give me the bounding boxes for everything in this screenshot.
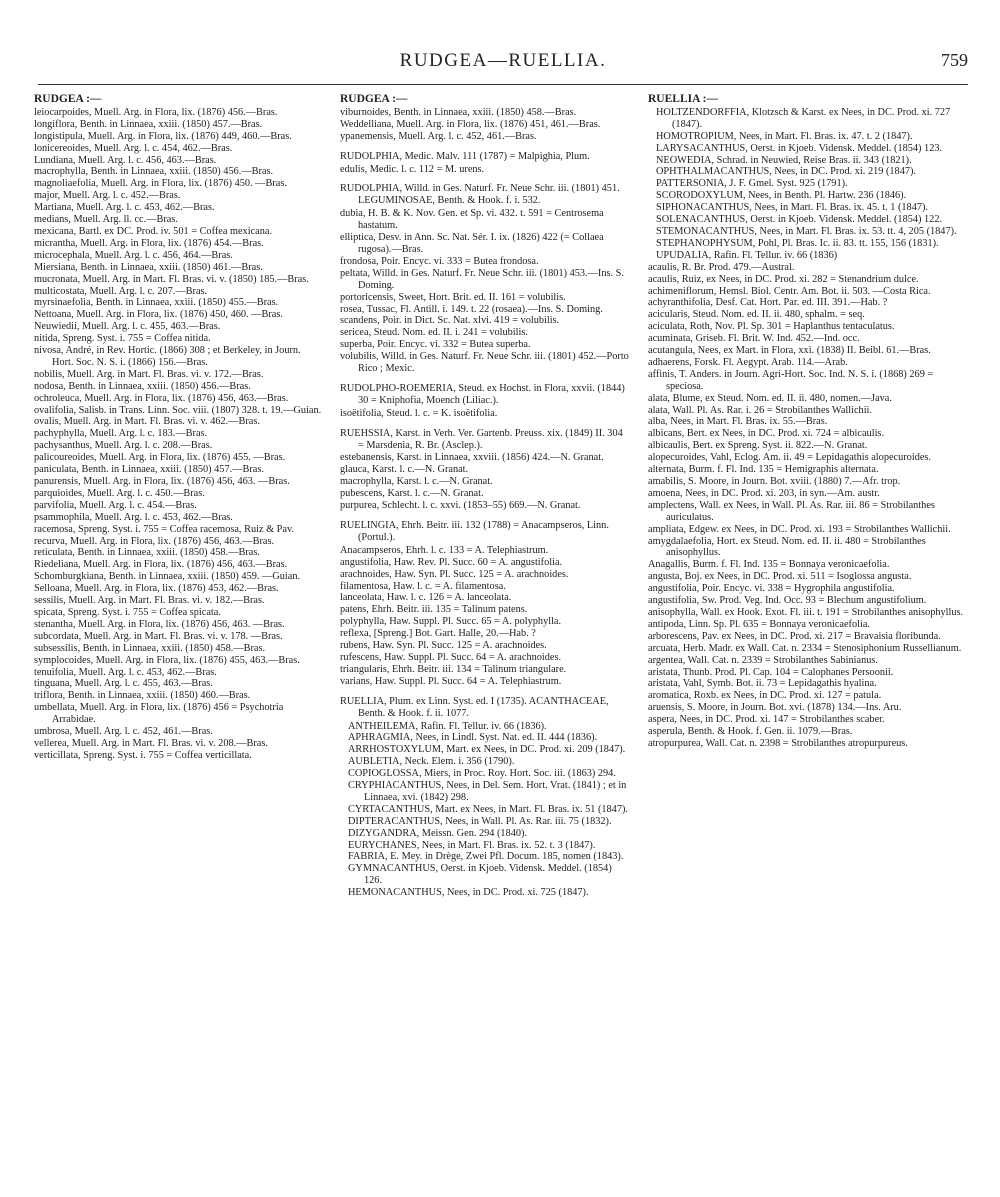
- index-entry: mexicana, Bartl. ex DC. Prod. iv. 501 = Coffea mexicana.: [34, 225, 272, 237]
- index-entry: aristata, Thunb. Prod. Pl. Cap. 104 = Calophanes Persoonii.: [648, 666, 894, 678]
- index-entry: angusta, Boj. ex Nees, in DC. Prod. xi. 511 = Isoglossa angusta.: [648, 571, 912, 583]
- index-entry: Selloana, Muell. Arg. in Flora, lix. (1876) 453, 462.—Bras.: [34, 583, 279, 595]
- index-entry: microcephala, Muell. Arg. l. c. 456, 464.—Bras.: [34, 249, 233, 261]
- index-entry: patens, Ehrh. Beitr. iii. 135 = Talinum patens.: [340, 604, 528, 616]
- index-entry: macrophylla, Karst. l. c.—N. Granat.: [340, 476, 493, 488]
- index-entry: Miersiana, Benth. in Linnaea, xxiii. (1850) 461.—Bras.: [34, 261, 263, 273]
- entry-list: [340, 452, 630, 512]
- index-entry: HOLTZENDORFFIA, Klotzsch & Karst. ex Nees, in DC. Prod. xi. 727 (1847).: [656, 106, 951, 130]
- index-entry: AUBLETIA, Neck. Elem. i. 356 (1790).: [348, 756, 515, 768]
- index-entry: SCORODOXYLUM, Nees, in Benth. Pl. Hartw. 236 (1846).: [656, 190, 907, 202]
- column-heading: RUDGEA :—: [34, 93, 102, 105]
- index-entry: acicularis, Steud. Nom. ed. II. ii. 480, sphalm. = seq.: [648, 309, 865, 321]
- index-entry: aspera, Nees, in DC. Prod. xi. 147 = Strobilanthes scaber.: [648, 714, 885, 726]
- index-entry: LARYSACANTHUS, Oerst. in Kjoeb. Vidensk. Meddel. (1854) 123.: [656, 142, 943, 154]
- index-entry: purpurea, Schlecht. l. c. xxvi. (1853–55) 669.—N. Granat.: [340, 500, 581, 512]
- index-entry: UPUDALIA, Rafin. Fl. Tellur. iv. 66 (1836): [656, 249, 838, 261]
- index-entry: aruensis, S. Moore, in Journ. Bot. xvi. (1878) 134.—Ins. Aru.: [648, 702, 902, 714]
- index-entry: Lundiana, Muell. Arg. l. c. 456, 463.—Bras.: [34, 154, 217, 166]
- column-heading: RUDGEA :—: [340, 93, 408, 105]
- index-entry: GYMNACANTHUS, Oerst. in Kjoeb. Vidensk. Meddel. (1854) 126.: [348, 863, 612, 887]
- index-entry: amoena, Nees, in DC. Prod. xi. 203, in syn.—Am. austr.: [648, 487, 880, 499]
- entry-list: [340, 107, 630, 143]
- index-entry: Anacampseros, Ehrh. l. c. 133 = A. Telephiastrum.: [340, 544, 549, 556]
- index-entry: longistipula, Muell. Arg. in Flora, lix. (1876) 449, 460.—Bras.: [34, 130, 292, 142]
- index-entry: varians, Haw. Suppl. Pl. Succ. 64 = A. Telephiastrum.: [340, 675, 562, 687]
- index-entry: triangularis, Ehrh. Beitr. iii. 134 = Talinum triangulare.: [340, 663, 567, 675]
- entry-list: [648, 262, 966, 750]
- index-entry: albicans, Bert. ex Nees, in DC. Prod. xi. 724 = albicaulis.: [648, 428, 885, 440]
- index-entry: albicaulis, Bert. ex Spreng. Syst. ii. 822.—N. Granat.: [648, 440, 868, 452]
- index-entry: lanceolata, Haw. l. c. 126 = A. lanceolata.: [340, 592, 512, 604]
- entry-list: [340, 164, 630, 176]
- entry-list: [340, 208, 630, 375]
- index-entry: superba, Poir. Encyc. vi. 332 = Butea superba.: [340, 339, 531, 351]
- index-entry: argentea, Wall. Cat. n. 2339 = Strobilanthes Sabinianus.: [648, 654, 878, 666]
- index-entry: acutangula, Nees, ex Mart. in Flora, xxi. (1838) II. Beibl. 61.—Bras.: [648, 345, 931, 357]
- entry-list: [34, 107, 322, 762]
- index-entry: SIPHONACANTHUS, Nees, in Mart. Fl. Bras. ix. 45. t. 1 (1847).: [656, 202, 929, 214]
- entry-list: [340, 545, 630, 688]
- header-rule: [38, 84, 968, 85]
- index-entry: ochroleuca, Muell. Arg. in Flora, lix. (1876) 456, 463.—Bras.: [34, 392, 289, 404]
- index-entry: arachnoides, Haw. Syn. Pl. Succ. 125 = A. arachnoides.: [340, 568, 569, 580]
- index-entry: mucronata, Muell. Arg. in Mart. Fl. Bras. vi. v. (1850) 185.—Bras.: [34, 273, 309, 285]
- index-entry: acaulis, Ruiz, ex Nees, in DC. Prod. xi. 282 = Stenandrium dulce.: [648, 273, 919, 285]
- index-entry: angustifolia, Haw. Rev. Pl. Succ. 60 = A. angustifolia.: [340, 556, 563, 568]
- index-entry: dubia, H. B. & K. Nov. Gen. et Sp. vi. 432. t. 591 = Centrosema hastatum.: [340, 208, 604, 232]
- index-entry: alata, Blume, ex Steud. Nom. ed. II. ii. 480, nomen.—Java.: [648, 392, 892, 404]
- synonym-list: [340, 721, 630, 900]
- index-entry: macrophylla, Benth. in Linnaea, xxiii. (1850) 456.—Bras.: [34, 166, 274, 178]
- index-entry: ANTHEILEMA, Rafin. Fl. Tellur. iv. 66 (1836).: [348, 720, 547, 732]
- synonym-list: [648, 107, 966, 262]
- index-entry: subsessilis, Benth. in Linnaea, xxiii. (1850) 458.—Bras.: [34, 642, 266, 654]
- index-entry: Riedeliana, Muell. Arg. in Flora, lix. (1876) 456, 463.—Bras.: [34, 559, 288, 571]
- genus-heading: RUDOLPHO-ROEMERIA, Steud. ex Hochst. in Flora, xxvii. (1844) 30 = Kniphofia, Moench (Liliac.).: [340, 382, 625, 406]
- index-entry: arborescens, Pav. ex Nees, in DC. Prod. xi. 217 = Bravaisia floribunda.: [648, 630, 941, 642]
- index-entry: umbellata, Muell. Arg. in Flora, lix. (1876) 456 = Psychotria Arrabidae.: [34, 702, 284, 726]
- index-entry: paniculata, Benth. in Linnaea, xxiii. (1850) 457.—Bras.: [34, 464, 264, 476]
- index-entry: aciculata, Roth, Nov. Pl. Sp. 301 = Haplanthus tentaculatus.: [648, 321, 895, 333]
- index-entry: amplectens, Wall. ex Nees, in Wall. Pl. As. Rar. iii. 86 = Strobilanthes auriculatus.: [648, 499, 935, 523]
- index-entry: anisophylla, Wall. ex Hook. Exot. Fl. iii. t. 191 = Strobilanthes anisophyllus.: [648, 606, 964, 618]
- index-entry: longiflora, Benth. in Linnaea, xxiii. (1850) 457.—Bras.: [34, 118, 263, 130]
- genus-heading: RUELLIA, Plum. ex Linn. Syst. ed. I (1735). ACANTHACEAE, Benth. & Hook. f. ii. 1077.: [340, 695, 609, 719]
- index-entry: atropurpurea, Wall. Cat. n. 2398 = Strobilanthes atropurpureus.: [648, 737, 908, 749]
- index-entry: panurensis, Muell. Arg. in Flora, lix. (1876) 456, 463. —Bras.: [34, 476, 290, 487]
- index-entry: myrsinaefolia, Benth. in Linnaea, xxiii. (1850) 455.—Bras.: [34, 297, 279, 309]
- index-entry: achimeniflorum, Hemsl. Biol. Centr. Am. Bot. ii. 503. —Costa Rica.: [648, 285, 931, 297]
- index-entry: parquioides, Muell. Arg. l. c. 450.—Bras.: [34, 487, 205, 499]
- index-entry: aromatica, Roxb. ex Nees, in DC. Prod. xi. 127 = patula.: [648, 690, 882, 702]
- index-entry: scandens, Poir. in Dict. Sc. Nat. xlvi. 419 = volubilis.: [340, 315, 560, 327]
- index-entry: filamentosa, Haw. l. c. = A. filamentosa.: [340, 580, 506, 592]
- index-entry: sessilis, Muell. Arg. in Mart. Fl. Bras. vi. v. 182.—Bras.: [34, 595, 265, 607]
- column-2: [340, 94, 630, 899]
- index-entry: magnoliaefolia, Muell. Arg. in Flora, lix. (1876) 450. —Bras.: [34, 178, 287, 190]
- column-3: [648, 94, 966, 750]
- index-entry: reflexa, [Spreng.] Bot. Gart. Halle, 20.—Hab. ?: [340, 628, 536, 640]
- index-entry: alopecuroides, Vahl, Eclog. Am. ii. 49 = Lepidagathis alopecuroides.: [648, 452, 931, 464]
- index-entry: PATTERSONIA, J. F. Gmel. Syst. 925 (1791).: [656, 178, 848, 190]
- index-entry: spicata, Spreng. Syst. i. 755 = Coffea spicata.: [34, 606, 221, 618]
- index-entry: nivosa, André, in Rev. Hortic. (1866) 308 ; et Berkeley, in Journ. Hort. Soc. N. S. i. (1866) 156.—Bras.: [34, 345, 301, 368]
- index-entry: triflora, Benth. in Linnaea, xxiii. (1850) 460.—Bras.: [34, 690, 251, 702]
- genus-heading: RUDOLPHIA, Willd. in Ges. Naturf. Fr. Neue Schr. iii. (1801) 451. LEGUMINOSAE, Benth. & Hook. f. i. 532.: [340, 183, 620, 207]
- index-entry: achyranthifolia, Desf. Cat. Hort. Par. ed. III. 391.—Hab. ?: [648, 297, 888, 309]
- index-entry: aristata, Vahl, Symb. Bot. ii. 73 = Lepidagathis hyalina.: [648, 678, 877, 690]
- index-entry: arcuata, Herb. Madr. ex Wall. Cat. n. 2334 = Stenosiphonium Russellianum.: [648, 642, 962, 654]
- index-entry: racemosa, Spreng. Syst. i. 755 = Coffea racemosa, Ruiz & Pav.: [34, 523, 295, 535]
- column-heading: RUELLIA :—: [648, 93, 718, 105]
- index-entry: pachyphylla, Muell. Arg. l. c. 183.—Bras.: [34, 428, 208, 440]
- index-entry: acuminata, Griseb. Fl. Brit. W. Ind. 452.—Ind. occ.: [648, 333, 860, 345]
- index-entry: nobilis, Muell. Arg. in Mart. Fl. Bras. vi. v. 172.—Bras.: [34, 368, 264, 380]
- index-entry: ARRHOSTOXYLUM, Mart. ex Nees, in DC. Prod. xi. 209 (1847).: [348, 744, 626, 756]
- index-entry: subcordata, Muell. Arg. in Mart. Fl. Bras. vi. v. 178. —Bras.: [34, 630, 283, 642]
- index-entry: tinguana, Muell. Arg. l. c. 455, 463.—Bras.: [34, 678, 213, 690]
- index-entry: CYRTACANTHUS, Mart. ex Nees, in Mart. Fl. Bras. ix. 51 (1847).: [348, 803, 628, 815]
- index-entry: nitida, Spreng. Syst. i. 755 = Coffea nitida.: [34, 333, 211, 345]
- index-entry: ampliata, Edgew. ex Nees, in DC. Prod. xi. 193 = Strobilanthes Wallichii.: [648, 523, 951, 535]
- index-entry: APHRAGMIA, Nees, in Lindl. Syst. Nat. ed. II. 444 (1836).: [348, 732, 598, 744]
- index-entry: edulis, Medic. l. c. 112 = M. urens.: [340, 163, 485, 175]
- index-entry: nodosa, Benth. in Linnaea, xxiii. (1850) 456.—Bras.: [34, 380, 251, 392]
- column-1: [34, 94, 322, 762]
- index-entry: OPHTHALMACANTHUS, Nees, in DC. Prod. xi. 219 (1847).: [656, 166, 916, 178]
- index-entry: estebanensis, Karst. in Linnaea, xxviii. (1856) 424.—N. Granat.: [340, 452, 604, 464]
- page-number: 759: [941, 50, 968, 70]
- index-entry: multicostata, Muell. Arg. l. c. 207.—Bras.: [34, 285, 208, 297]
- index-entry: STEMONACANTHUS, Nees, in Mart. Fl. Bras. ix. 53. tt. 4, 205 (1847).: [656, 225, 957, 237]
- index-entry: peltata, Willd. in Ges. Naturf. Fr. Neue Schr. iii. (1801) 453.—Ins. S. Doming.: [340, 267, 624, 291]
- index-entry: ovalis, Muell. Arg. in Mart. Fl. Bras. vi. v. 462.—Bras.: [34, 416, 260, 428]
- index-entry: psammophila, Muell. Arg. l. c. 453, 462.—Bras.: [34, 511, 233, 523]
- running-head: RUDGEA—RUELLIA.: [399, 50, 607, 71]
- genus-heading: RUEHSSIA, Karst. in Verh. Ver. Gartenb. Preuss. xix. (1849) II. 304 = Marsdenia, R. Br. (Asclep.).: [340, 427, 623, 451]
- index-entry: ovalifolia, Salisb. in Trans. Linn. Soc. viii. (1807) 328. t. 19.—Guian.: [34, 404, 322, 416]
- index-entry: SOLENACANTHUS, Oerst. in Kjoeb. Vidensk. Meddel. (1854) 122.: [656, 214, 943, 226]
- index-entry: DIZYGANDRA, Meissn. Gen. 294 (1840).: [348, 827, 528, 839]
- index-entry: micrantha, Muell. Arg. in Flora, lix. (1876) 454.—Bras.: [34, 237, 264, 249]
- entry-list: [340, 408, 630, 420]
- index-entry: rosea, Tussac, Fl. Antill. i. 149. t. 22 (rosaea).—Ins. S. Doming.: [340, 303, 603, 315]
- index-entry: STEPHANOPHYSUM, Pohl, Pl. Bras. Ic. ii. 83. tt. 155, 156 (1831).: [656, 237, 939, 249]
- index-entry: tenuifolia, Muell. Arg. l. c. 453, 462.—Bras.: [34, 666, 217, 678]
- index-entry: Schomburgkiana, Benth. in Linnaea, xxiii. (1850) 459. —Guian.: [34, 571, 301, 583]
- index-entry: sericea, Steud. Nom. ed. II. i. 241 = volubilis.: [340, 327, 528, 339]
- index-entry: adhaerens, Forsk. Fl. Aegypt. Arab. 114.—Arab.: [648, 356, 848, 368]
- index-entry: HOMOTROPIUM, Nees, in Mart. Fl. Bras. ix. 47. t. 2 (1847).: [656, 130, 913, 142]
- index-entry: vellerea, Muell. Arg. in Mart. Fl. Bras. vi. v. 208.—Bras.: [34, 737, 268, 749]
- index-entry: isoëtifolia, Steud. l. c. = K. isoëtifolia.: [340, 407, 498, 419]
- index-entry: glauca, Karst. l. c.—N. Granat.: [340, 464, 469, 476]
- index-entry: EURYCHANES, Nees, in Mart. Fl. Bras. ix. 52. t. 3 (1847).: [348, 839, 596, 851]
- index-entry: pachysanthus, Muell. Arg. l. c. 208.—Bras.: [34, 440, 213, 452]
- genus-heading: RUDOLPHIA, Medic. Malv. 111 (1787) = Malpighia, Plum.: [340, 150, 590, 162]
- index-entry: stenantha, Muell. Arg. in Flora, lix. (1876) 456, 463. —Bras.: [34, 618, 285, 630]
- index-entry: antipoda, Linn. Sp. Pl. 635 = Bonnaya veronicaefolia.: [648, 618, 870, 630]
- index-entry: ypanemensis, Muell. Arg. l. c. 452, 461.—Bras.: [340, 130, 537, 142]
- index-entry: Nettoana, Muell. Arg. in Flora, lix. (1876) 450, 460. —Bras.: [34, 309, 283, 321]
- index-entry: frondosa, Poir. Encyc. vi. 333 = Butea frondosa.: [340, 255, 539, 267]
- index-entry: polyphylla, Haw. Suppl. Pl. Succ. 65 = A. polyphylla.: [340, 616, 562, 628]
- index-entry: HEMONACANTHUS, Nees, in DC. Prod. xi. 725 (1847).: [348, 887, 589, 899]
- index-entry: medians, Muell. Arg. ll. cc.—Bras.: [34, 214, 178, 226]
- index-entry: parvifolia, Muell. Arg. l. c. 454.—Bras.: [34, 499, 197, 511]
- index-entry: reticulata, Benth. in Linnaea, xxiii. (1850) 458.—Bras.: [34, 547, 260, 559]
- index-entry: viburnoides, Benth. in Linnaea, xxiii. (1850) 458.—Bras.: [340, 106, 577, 118]
- index-entry: Anagallis, Burm. f. Fl. Ind. 135 = Bonnaya veronicaefolia.: [648, 559, 890, 571]
- index-entry: alternata, Burm. f. Fl. Ind. 135 = Hemigraphis alternata.: [648, 464, 879, 476]
- index-entry: alata, Wall. Pl. As. Rar. i. 26 = Strobilanthes Wallichii.: [648, 404, 872, 416]
- index-entry: major, Muell. Arg. l. c. 452.—Bras.: [34, 190, 181, 202]
- genus-heading: RUELINGIA, Ehrh. Beitr. iii. 132 (1788) = Anacampseros, Linn. (Portul.).: [340, 520, 609, 543]
- index-entry: asperula, Benth. & Hook. f. Gen. ii. 1079.—Bras.: [648, 726, 853, 738]
- index-entry: umbrosa, Muell. Arg. l. c. 452, 461.—Bras.: [34, 726, 213, 738]
- index-entry: CRYPHIACANTHUS, Nees, in Del. Sem. Hort. Vrat. (1841) ; et in Linnaea, xvi. (1842) 298.: [348, 780, 627, 803]
- index-entry: pubescens, Karst. l. c.—N. Granat.: [340, 488, 484, 500]
- index-entry: DIPTERACANTHUS, Nees, in Wall. Pl. As. Rar. iii. 75 (1832).: [348, 815, 612, 827]
- index-entry: recurva, Muell. Arg. in Flora, lix. (1876) 456, 463.—Bras.: [34, 535, 275, 547]
- index-entry: rubens, Haw. Syn. Pl. Succ. 125 = A. arachnoides.: [340, 640, 547, 652]
- index-entry: leiocarpoides, Muell. Arg. in Flora, lix. (1876) 456.—Bras.: [34, 106, 278, 118]
- index-entry: Martiana, Muell. Arg. l. c. 453, 462.—Bras.: [34, 202, 215, 214]
- index-entry: volubilis, Willd. in Ges. Naturf. Fr. Neue Schr. iii. (1801) 452.—Porto Rico ; Mexic.: [340, 351, 629, 375]
- index-entry: palicoureoides, Muell. Arg. in Flora, lix. (1876) 455. —Bras.: [34, 452, 286, 464]
- index-entry: angustifolia, Poir. Encyc. vi. 338 = Hygrophila angustifolia.: [648, 583, 895, 595]
- index-entry: amabilis, S. Moore, in Journ. Bot. xviii. (1880) 7.—Afr. trop.: [648, 476, 901, 487]
- index-entry: rufescens, Haw. Suppl. Pl. Succ. 64 = A. arachnoides.: [340, 651, 562, 663]
- index-entry: portoricensis, Sweet, Hort. Brit. ed. II. 161 = volubilis.: [340, 291, 566, 303]
- index-entry: FABRIA, E. Mey. in Drège, Zwei Pfl. Docum. 185, nomen (1843).: [348, 851, 624, 863]
- index-entry: NEOWEDIA, Schrad. in Neuwied, Reise Bras. ii. 343 (1821).: [656, 154, 912, 166]
- index-entry: symplocoides, Muell. Arg. in Flora, lix. (1876) 455, 463.—Bras.: [34, 654, 300, 666]
- page-header: [38, 46, 968, 76]
- index-entry: elliptica, Desv. in Ann. Sc. Nat. Sér. I. ix. (1826) 422 (= Collaea rugosa).—Bras.: [340, 232, 604, 255]
- index-entry: verticillata, Spreng. Syst. i. 755 = Coffea verticillata.: [34, 749, 252, 761]
- index-entry: alba, Nees, in Mart. Fl. Bras. ix. 55.—Bras.: [648, 416, 828, 428]
- index-entry: lonicereoides, Muell. Arg. l. c. 454, 462.—Bras.: [34, 142, 233, 154]
- index-entry: COPIOGLOSSA, Miers, in Proc. Roy. Hort. Soc. iii. (1863) 294.: [348, 768, 616, 780]
- index-entry: acaulis, R. Br. Prod. 479.—Austral.: [648, 261, 795, 273]
- index-entry: amygdalaefolia, Hort. ex Steud. Nom. ed. II. ii. 480 = Strobilanthes anisophyllus.: [648, 535, 926, 559]
- index-entry: Neuwiedii, Muell. Arg. l. c. 455, 463.—Bras.: [34, 321, 221, 333]
- index-entry: angustifolia, Sw. Prod. Veg. Ind. Occ. 93 = Blechum angustifolium.: [648, 595, 927, 607]
- index-entry: affinis, T. Anders. in Journ. Agri-Hort. Soc. Ind. N. S. i. (1868) 269 = speciosa.: [648, 368, 934, 392]
- index-entry: Weddelliana, Muell. Arg. in Flora, lix. (1876) 451, 461.—Bras.: [340, 118, 601, 130]
